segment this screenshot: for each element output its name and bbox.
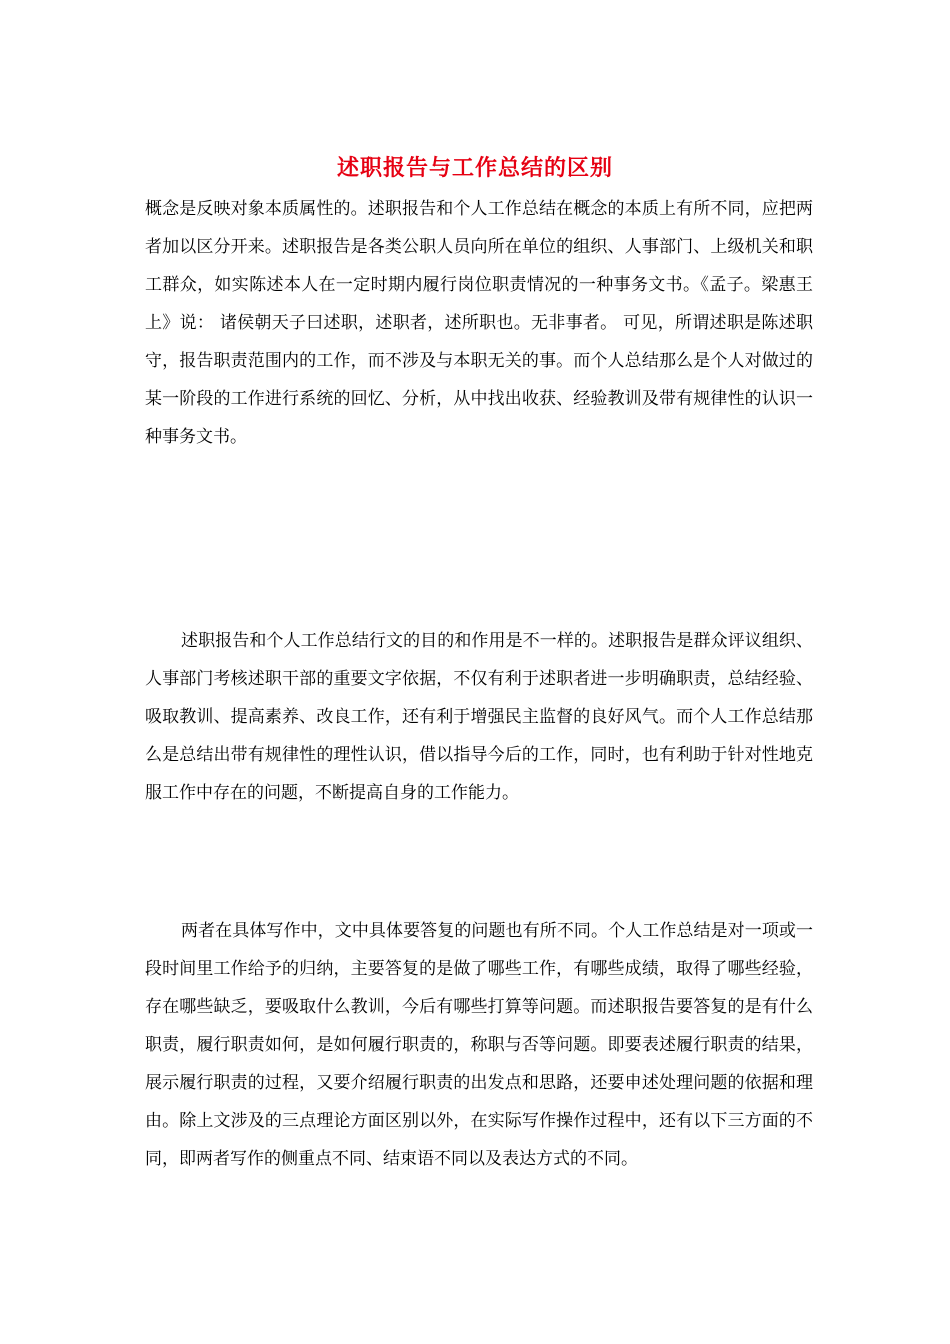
- document-title: 述职报告与工作总结的区别: [336, 155, 613, 181]
- paragraph-concept: 概念是反映对象本质属性的。述职报告和个人工作总结在概念的本质上有所不同，应把两者加以区分开来。述职报告是各类公职人员向所在单位的组织、人事部门、上级机关和职工群众，如实陈述本人在一定时期内履行岗位职责情况的一种事务文书。《孟子。梁惠王上》说： 诸侯朝天子曰述职，述职者，述所职也。无非事者。 可见，所谓述职是陈述职守，报告职责范围内的工作，而不涉及与本职无关的事。而个人总结那么是个人对做过的某一阶段的工作进行系统的回忆、分析，从中找出收获、经验教训及带有规律性的认识一种事务文书。: [145, 199, 813, 447]
- paragraph-writing: 两者在具体写作中，文中具体要答复的问题也有所不同。个人工作总结是对一项或一段时间里工作给予的归纳，主要答复的是做了哪些工作，有哪些成绩，取得了哪些经验，存在哪些缺乏，要吸取什么教训，今后有哪些打算等问题。而述职报告要答复的是有什么职责，履行职责如何，是如何履行职责的，称职与否等问题。即要表述履行职责的结果，展示履行职责的过程，又要介绍履行职责的出发点和思路，还要申述处理问题的依据和理由。除上文涉及的三点理论方面区别以外，在实际写作操作过程中，还有以下三方面的不同，即两者写作的侧重点不同、结束语不同以及表达方式的不同。: [145, 921, 813, 1169]
- paragraph-purpose: 述职报告和个人工作总结行文的目的和作用是不一样的。述职报告是群众评议组织、人事部门考核述职干部的重要文字依据，不仅有利于述职者进一步明确职责，总结经验、吸取教训、提高素养、改良工作，还有利于增强民主监督的良好风气。而个人工作总结那么是总结出带有规律性的理性认识，借以指导今后的工作，同时，也有利助于针对性地克服工作中存在的问题，不断提高自身的工作能力。: [145, 631, 813, 803]
